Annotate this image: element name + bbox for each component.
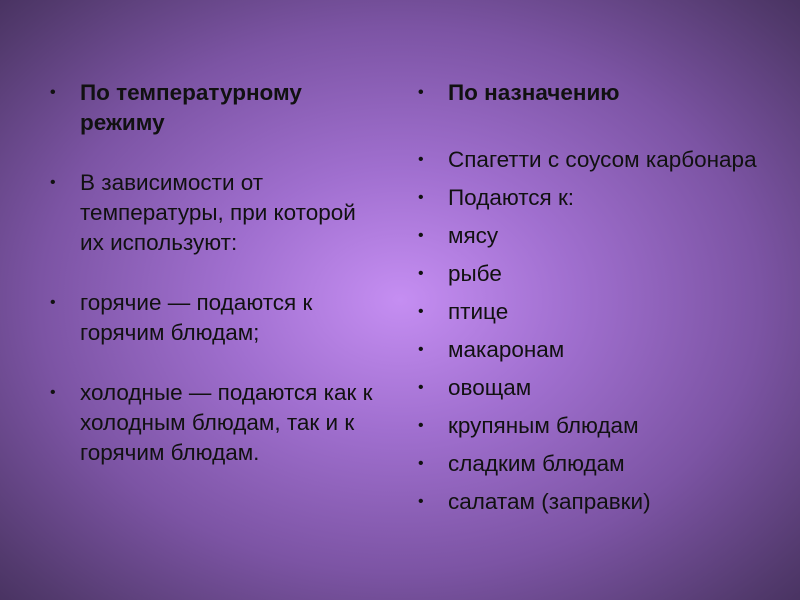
right-item-text: овощам [448, 375, 532, 400]
bullet-icon: • [418, 84, 424, 101]
left-item-text: холодные — подаются как к холодным блюдам, так и к горячим блюдам. [80, 380, 373, 465]
left-item-text: В зависимости от температуры, при которой их используют: [80, 170, 356, 255]
bullet-icon: • [50, 294, 56, 311]
right-item-text: Подаются к: [448, 185, 575, 210]
right-item-text: рыбе [448, 261, 502, 286]
right-item-text: мясу [448, 223, 499, 248]
left-heading-text: По температурному режиму [80, 80, 302, 135]
right-list-item [416, 145, 786, 175]
right-bullet-list [416, 78, 786, 517]
bullet-icon: • [418, 265, 424, 282]
bullet-icon: • [418, 189, 424, 206]
bullet-icon: • [50, 84, 56, 101]
right-item-text: птице [448, 299, 509, 324]
right-heading-item [416, 78, 786, 108]
left-list-item [48, 288, 383, 348]
right-item-text: сладким блюдам [448, 451, 625, 476]
bullet-icon: • [418, 417, 424, 434]
bullet-icon: • [418, 151, 424, 168]
bullet-icon: • [50, 174, 56, 191]
left-bullet-list [48, 78, 383, 468]
left-column [48, 78, 383, 498]
bullet-icon: • [418, 493, 424, 510]
right-list-item [416, 373, 786, 403]
bullet-icon: • [50, 384, 56, 401]
right-item-text: салатам (заправки) [448, 489, 651, 514]
bullet-icon: • [418, 303, 424, 320]
left-heading-item [48, 78, 383, 138]
right-item-text: макаронам [448, 337, 565, 362]
right-list-item [416, 183, 786, 213]
left-list-item [48, 378, 383, 468]
right-list-item [416, 259, 786, 289]
right-list-item [416, 335, 786, 365]
bullet-icon: • [418, 379, 424, 396]
right-list-item [416, 297, 786, 327]
right-list-item [416, 411, 786, 441]
right-item-text: крупяным блюдам [448, 413, 639, 438]
bullet-icon: • [418, 341, 424, 358]
right-item-text: Спагетти с соусом карбонара [448, 147, 757, 172]
bullet-icon: • [418, 455, 424, 472]
right-list-item [416, 487, 786, 517]
right-list-item [416, 449, 786, 479]
left-item-text: горячие — подаются к горячим блюдам; [80, 290, 313, 345]
bullet-icon: • [418, 227, 424, 244]
right-list-item [416, 221, 786, 251]
right-heading-text: По назначению [448, 80, 620, 105]
right-column [416, 78, 786, 525]
left-list-item [48, 168, 383, 258]
